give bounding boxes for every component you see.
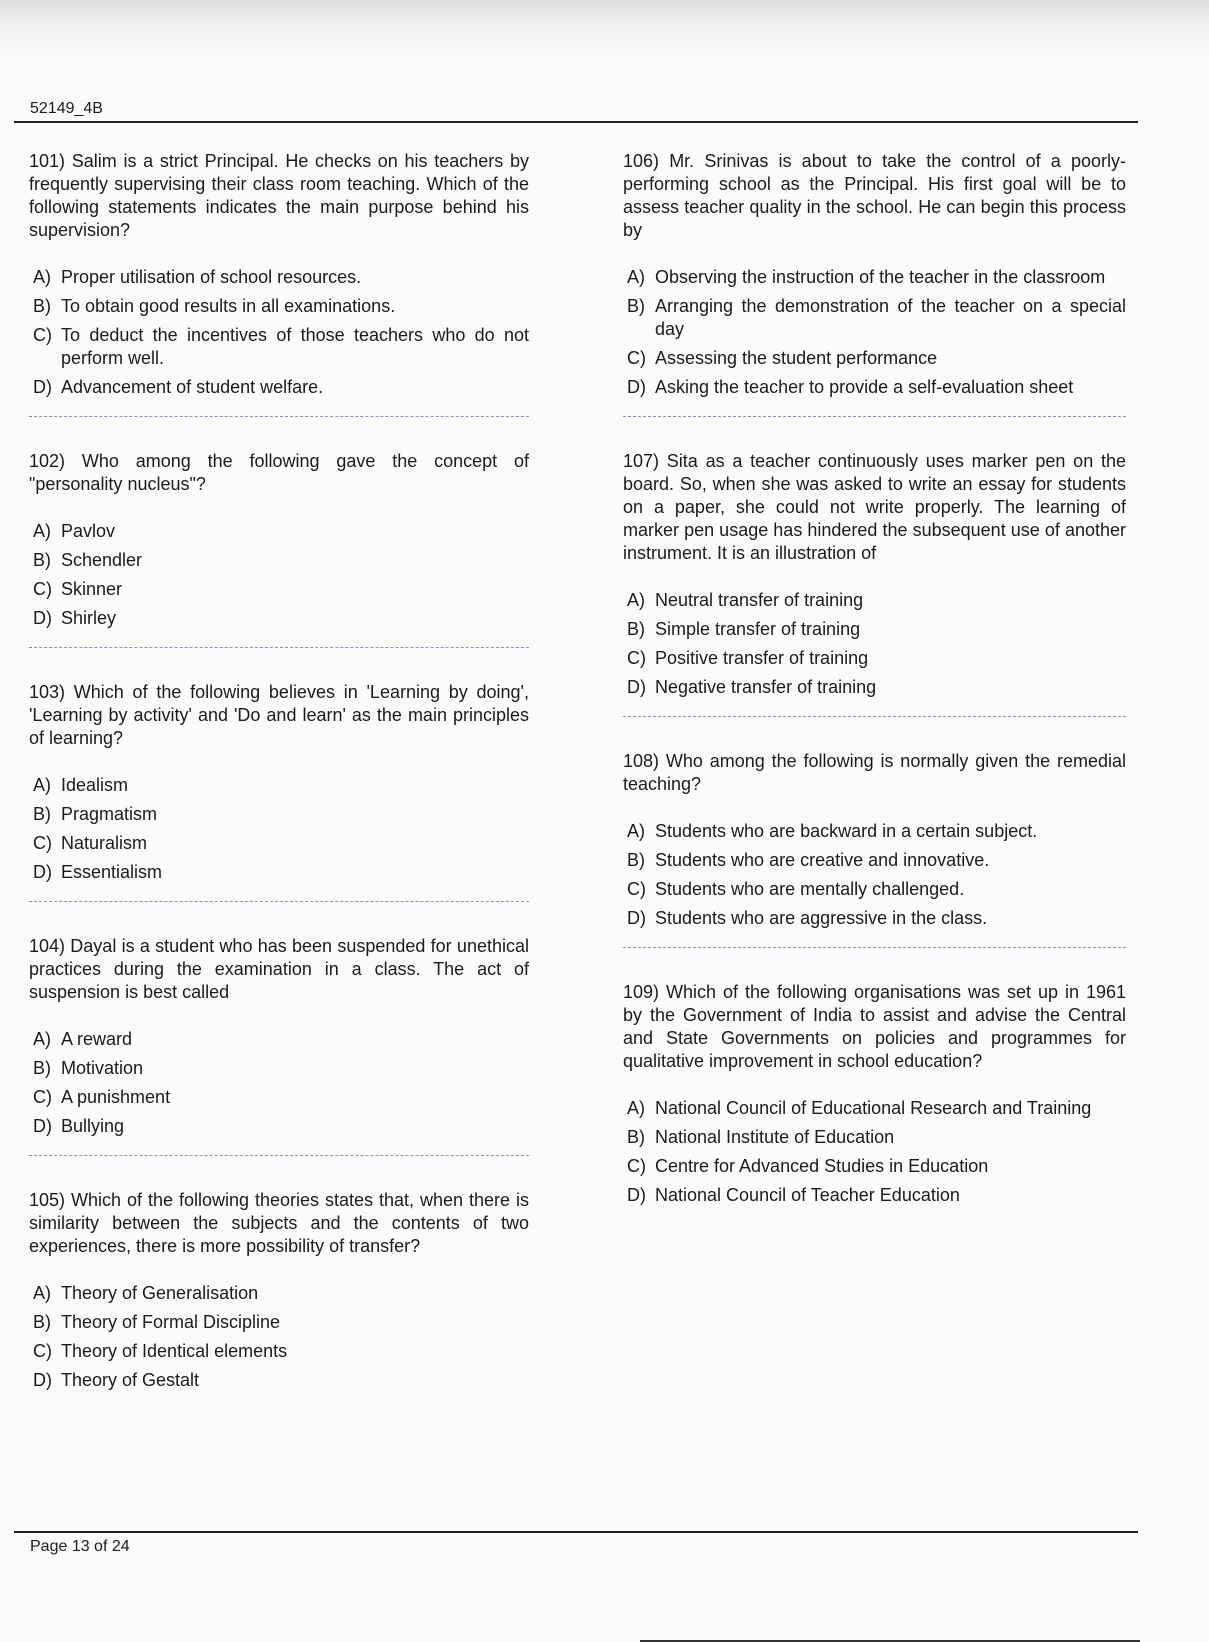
option-item	[29, 1311, 529, 1334]
option-item	[29, 607, 529, 630]
option-text: National Council of Educational Research and Training	[655, 1098, 1092, 1118]
options-list	[29, 266, 529, 399]
option-text: Centre for Advanced Studies in Education	[655, 1156, 989, 1176]
option-item	[623, 347, 1126, 370]
option-text: Positive transfer of training	[655, 648, 869, 668]
option-text: Idealism	[61, 775, 129, 795]
option-item	[29, 1057, 529, 1080]
option-item	[29, 324, 529, 370]
option-letter: B)	[627, 850, 645, 870]
option-letter: D)	[33, 1370, 52, 1390]
page-number: Page 13 of 24	[30, 1538, 130, 1555]
option-item	[623, 589, 1126, 612]
option-text: Shirley	[61, 608, 117, 628]
option-letter: C)	[627, 348, 646, 368]
option-letter: C)	[33, 833, 52, 853]
question-block	[29, 1189, 529, 1392]
option-item	[623, 907, 1126, 930]
option-letter: A)	[33, 775, 51, 795]
question-text: 106) Mr. Srinivas is about to take the control of a poorly-performing school as the Principal. His first goal will be to assess teacher quality in the school. He can begin this process by	[623, 151, 1126, 240]
option-text: To deduct the incentives of those teachers who do not perform well.	[61, 325, 529, 368]
option-text: Neutral transfer of training	[655, 590, 864, 610]
option-text: Theory of Formal Discipline	[61, 1312, 281, 1332]
option-text: Theory of Gestalt	[61, 1370, 200, 1390]
question-separator	[29, 1155, 529, 1156]
option-item	[29, 832, 529, 855]
question-text: 107) Sita as a teacher continuously uses marker pen on the board. So, when she was asked to write an essay for students on a paper, she could not write properly. The learning of marker pen usage has hindered the subsequent use of another instrument. It is an illustration of	[623, 451, 1126, 563]
option-item	[29, 1028, 529, 1051]
option-text: Advancement of student welfare.	[61, 377, 324, 397]
option-item	[29, 549, 529, 572]
option-letter: B)	[33, 1312, 51, 1332]
question-separator	[623, 716, 1126, 717]
options-list	[623, 820, 1126, 930]
option-letter: A)	[33, 1029, 51, 1049]
option-item	[29, 803, 529, 826]
question-block	[623, 450, 1126, 717]
option-text: A reward	[61, 1029, 133, 1049]
options-list	[623, 589, 1126, 699]
option-item	[29, 376, 529, 399]
option-letter: C)	[33, 325, 52, 345]
option-letter: B)	[627, 619, 645, 639]
question-block	[29, 450, 529, 648]
option-letter: D)	[33, 377, 52, 397]
options-list	[623, 1097, 1126, 1207]
left-column	[29, 150, 529, 1398]
options-list	[29, 520, 529, 630]
scan-top-shadow	[0, 0, 1209, 60]
option-letter: D)	[627, 377, 646, 397]
option-letter: A)	[33, 521, 51, 541]
header-rule	[14, 121, 1138, 123]
option-letter: B)	[627, 1127, 645, 1147]
option-letter: B)	[33, 550, 51, 570]
option-letter: A)	[33, 267, 51, 287]
option-item	[29, 1086, 529, 1109]
option-item	[623, 1184, 1126, 1207]
options-list	[623, 266, 1126, 399]
option-text: Students who are mentally challenged.	[655, 879, 965, 899]
option-letter: A)	[627, 1098, 645, 1118]
option-letter: D)	[33, 862, 52, 882]
option-item	[623, 376, 1126, 399]
option-text: Students who are aggressive in the class.	[655, 908, 988, 928]
option-text: Students who are creative and innovative.	[655, 850, 990, 870]
options-list	[29, 1028, 529, 1138]
option-letter: A)	[33, 1283, 51, 1303]
option-text: Asking the teacher to provide a self-evaluation sheet	[655, 377, 1074, 397]
question-separator	[623, 947, 1126, 948]
option-item	[29, 1369, 529, 1392]
option-letter: D)	[627, 908, 646, 928]
option-text: Arranging the demonstration of the teacher on a special day	[655, 296, 1126, 339]
option-text: Essentialism	[61, 862, 163, 882]
option-letter: B)	[627, 296, 645, 316]
question-block	[623, 981, 1126, 1207]
question-text: 102) Who among the following gave the concept of "personality nucleus"?	[29, 451, 529, 494]
option-text: Simple transfer of training	[655, 619, 861, 639]
option-item	[623, 266, 1126, 289]
option-letter: B)	[33, 296, 51, 316]
question-text: 108) Who among the following is normally given the remedial teaching?	[623, 751, 1126, 794]
option-item	[623, 618, 1126, 641]
option-text: Schendler	[61, 550, 143, 570]
paper-code: 52149_4B	[30, 100, 103, 117]
question-text: 105) Which of the following theories states that, when there is similarity between the subjects and the contents of two experiences, there is more possibility of transfer?	[29, 1190, 529, 1256]
option-text: Assessing the student performance	[655, 348, 938, 368]
question-text: 104) Dayal is a student who has been suspended for unethical practices during the examination in a class. The act of suspension is best called	[29, 936, 529, 1002]
option-text: Skinner	[61, 579, 123, 599]
option-item	[29, 861, 529, 884]
option-item	[623, 1155, 1126, 1178]
option-item	[29, 578, 529, 601]
option-letter: D)	[33, 608, 52, 628]
option-item	[29, 266, 529, 289]
option-letter: C)	[33, 579, 52, 599]
option-item	[623, 295, 1126, 341]
option-letter: D)	[33, 1116, 52, 1136]
option-item	[29, 1282, 529, 1305]
option-text: Naturalism	[61, 833, 148, 853]
option-text: A punishment	[61, 1087, 171, 1107]
option-letter: D)	[627, 677, 646, 697]
option-letter: A)	[627, 590, 645, 610]
option-letter: C)	[627, 1156, 646, 1176]
option-item	[623, 676, 1126, 699]
option-text: To obtain good results in all examinations.	[61, 296, 396, 316]
options-list	[29, 774, 529, 884]
option-text: Students who are backward in a certain subject.	[655, 821, 1038, 841]
option-text: Bullying	[61, 1116, 125, 1136]
option-text: Observing the instruction of the teacher in the classroom	[655, 267, 1106, 287]
option-text: Negative transfer of training	[655, 677, 877, 697]
option-item	[623, 878, 1126, 901]
options-list	[29, 1282, 529, 1392]
question-block	[623, 750, 1126, 948]
option-item	[29, 1115, 529, 1138]
question-separator	[29, 901, 529, 902]
option-text: Theory of Generalisation	[61, 1283, 259, 1303]
option-item	[623, 647, 1126, 670]
question-separator	[623, 416, 1126, 417]
question-block	[29, 150, 529, 417]
option-item	[29, 1340, 529, 1363]
option-letter: C)	[627, 879, 646, 899]
option-item	[29, 295, 529, 318]
question-separator	[29, 416, 529, 417]
question-block	[29, 935, 529, 1156]
option-item	[29, 774, 529, 797]
option-text: National Institute of Education	[655, 1127, 895, 1147]
option-letter: C)	[627, 648, 646, 668]
option-letter: C)	[33, 1341, 52, 1361]
option-text: Proper utilisation of school resources.	[61, 267, 362, 287]
option-item	[623, 820, 1126, 843]
right-column	[623, 150, 1126, 1213]
question-block	[623, 150, 1126, 417]
footer-rule	[14, 1531, 1138, 1533]
option-letter: B)	[33, 1058, 51, 1078]
option-text: Pragmatism	[61, 804, 158, 824]
option-text: Motivation	[61, 1058, 144, 1078]
option-letter: A)	[627, 821, 645, 841]
option-item	[623, 849, 1126, 872]
question-block	[29, 681, 529, 902]
question-text: 101) Salim is a strict Principal. He checks on his teachers by frequently supervising their class room teaching. Which of the following statements indicates the main purpose behind his supervision?	[29, 151, 529, 240]
option-text: Pavlov	[61, 521, 116, 541]
question-text: 109) Which of the following organisations was set up in 1961 by the Government of India to assist and advise the Central and State Governments on policies and programmes for qualitative improvement in school education?	[623, 982, 1126, 1071]
option-letter: D)	[627, 1185, 646, 1205]
question-text: 103) Which of the following believes in 'Learning by doing', 'Learning by activity' and 'Do and learn' as the main principles of learning?	[29, 682, 529, 748]
option-item	[623, 1126, 1126, 1149]
option-text: National Council of Teacher Education	[655, 1185, 960, 1205]
option-letter: A)	[627, 267, 645, 287]
option-letter: C)	[33, 1087, 52, 1107]
option-item	[29, 520, 529, 543]
option-item	[623, 1097, 1126, 1120]
question-separator	[29, 647, 529, 648]
option-letter: B)	[33, 804, 51, 824]
option-text: Theory of Identical elements	[61, 1341, 288, 1361]
